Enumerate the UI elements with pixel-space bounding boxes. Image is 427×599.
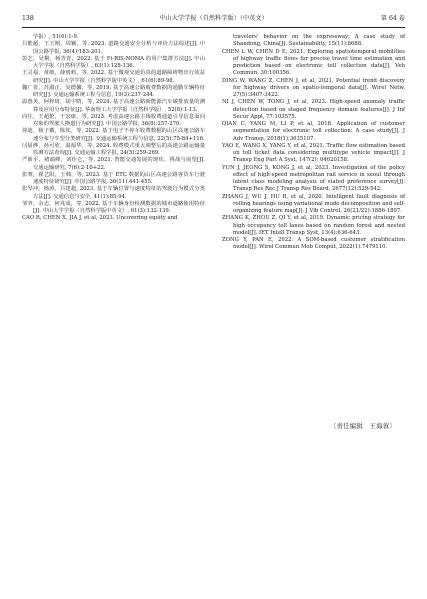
header-rule bbox=[22, 27, 405, 28]
reference-item: 张赛，翟艺阳，王韩，等, 2023. 基于 ETC 数据的山区高速公路客货车行驶速度特征研究[J]. 中国公路学报, 36(11):441-455. bbox=[22, 171, 205, 185]
reference-item: 闫晨烨，孙可欣，温福华，等, 2024. 收费模式重大调整后的高速公路运输量监测方法查询[J]. 交通运输工程学报, 24(5):259-269. bbox=[22, 142, 205, 156]
reference-item: 彭艺，吴桐，杨青青，2022. 基于 Fi-RIS-NOMA 的用户集群方法[J]. 中山大学学报（自然科学版）, 63(1):128-136. bbox=[22, 55, 205, 69]
page-number: 138 bbox=[22, 15, 34, 22]
reference-item: CHEN L W, CHEN D E, 2021. Exploring spatiotemporal mobilities of highway traffic flows for precise travel time estimation and prediction based on electronic toll collection data[J]. Veh Commun, 30:100356. bbox=[222, 48, 405, 77]
reference-item: CAO R, CHEN X, JIA J, et al, 2023. Uncovering equity and bbox=[22, 215, 178, 222]
reference-item: 张琴冲，杨涛，吕建超, 2023. 基于车辆位置与速度特征的驾驶行为模式分类方法[J]. 交通信息与安全, 41(1):85-94. bbox=[22, 186, 205, 200]
running-header bbox=[22, 12, 405, 26]
reference-item: 魏广奇，苏淑正，吴德馨，等, 2019. 基于高速公路收费数据的通勤车辆特征研究[J]. 交通运输系统工程与信息, 19(3):237-244. bbox=[22, 84, 205, 98]
reference-item: 向往，王超伦，于宏康，等, 2023. 考虑高速公路主线收费通道引导信息面向对象的驾驶人换道行为研究[J]. 中国公路学报, 36(8):257-270. bbox=[22, 113, 205, 127]
reference-item: YAO E, WANG X, YANG Y, et al, 2021. Traffic flow estimation based on toll ticket data considering multitype vehicle impact[J]. J Transp Eng Part A Syst, 147(2): 04020158. bbox=[222, 142, 405, 164]
reference-item: 王灵福，黄敏，薛雨莉，等, 2022. 基于微观交通仿真的道路障碍物出行效益研究[J]. 中山大学学报（自然科学版中英文）, 61(6):89-98. bbox=[22, 70, 205, 84]
reference-item: 严新平，褚端峰，刘佳仑，等, 2021. 智能交通发展的现状、挑战与展望[J]. 交通运输研究, 7(6):2-10+22. bbox=[22, 157, 205, 171]
reference-item: 徐迪，杨子徽，陈钦，等, 2022. 基于电子不停车收费数据的山区高速公路车速分布与车型分类研究[J]. 交通运输系统工程与信息, 22(5):75-84+116. bbox=[22, 128, 205, 142]
reference-item: 学报）, 51(6):1-9. bbox=[33, 34, 79, 40]
reference-item: ZHANG K, ZHOU Z, QI Y, et al, 2019. Dynamic pricing strategy for high occupancy toll lanes based on random forest and nested model[J]. IET Intell Transp Syst, 13(4):636-643. bbox=[222, 215, 405, 236]
reference-list-right bbox=[222, 34, 405, 252]
reference-item: QIAN C, YANG M, LI P, et al, 2018. Application of customer segmentation for electronic toll collection: A case study[J]. J Adv Transp, 2018(1):3635107. bbox=[222, 121, 405, 142]
reference-item: travelers' behavior on the expressway: A case study of Shandong, China[J]. Sustainability, 15(11):8688. bbox=[233, 34, 405, 48]
reference-list-left bbox=[22, 34, 205, 223]
reference-item: ZONG Y, PAN E, 2022. A SOM-based customer stratification model[J]. Wirel Commun Mob Comput, 2022(1):7479110. bbox=[222, 237, 405, 251]
reference-item: 吕能超，王玉刚，周颖，等, 2023. 道路交通安全分析与评价方法综述[J]. 中国公路学报, 36(4):183-201. bbox=[22, 41, 205, 55]
volume-label: 第 64 卷 bbox=[380, 15, 405, 22]
reference-item: 邹爷，余志，何兆成，等, 2022. 基于车辆身份检测数据的城市道路使用特征[J]. 中山大学学报（自然科学版中英文）, 61(3):132-139. bbox=[22, 200, 205, 214]
reference-item: YUN J, JEONG S, KONG J, et al, 2023. Investigation of the policy effect of high-speed metropolitan rail service in seoul through latent class modeling analysis of stated preference survey[J]. Transp Res Rec J Transp Res Board, 2677(12):529-542. bbox=[222, 164, 405, 193]
responsible-editor: 〔责任编辑 王海蓉〕 bbox=[330, 423, 396, 430]
reference-item: DING W, WANG Z, CHEN J, et al, 2021. Potential trend discovery for highway drivers on spatio-temporal data[J]. Wirel Netw, 27(5):3407-3422. bbox=[222, 77, 405, 98]
reference-item: NI J, CHEN W, TONG J, et al, 2023. High-speed anomaly traffic detection based on staged frequency domain features[J]. J Inf Secur Appl, 77:103575. bbox=[222, 99, 405, 120]
journal-title: 中山大学学报（自然科学版）（中英文） bbox=[159, 15, 268, 22]
reference-item: 温惠英，阿梓琦，胡宇晴，等, 2024. 基于高速公路新能源汽车碳排放量的测算及应用分布特征[J]. 华南理工大学学报（自然科学版）, 52(8):1-13. bbox=[22, 99, 205, 113]
reference-item: ZHANG J, WU J, HU B, et al, 2020. Intelligent fault diagnosis of rolling bearings using variational mode decomposition and self-organizing feature map[J]. J Vib Control, 26(21/22):1886-1897. bbox=[222, 193, 405, 214]
